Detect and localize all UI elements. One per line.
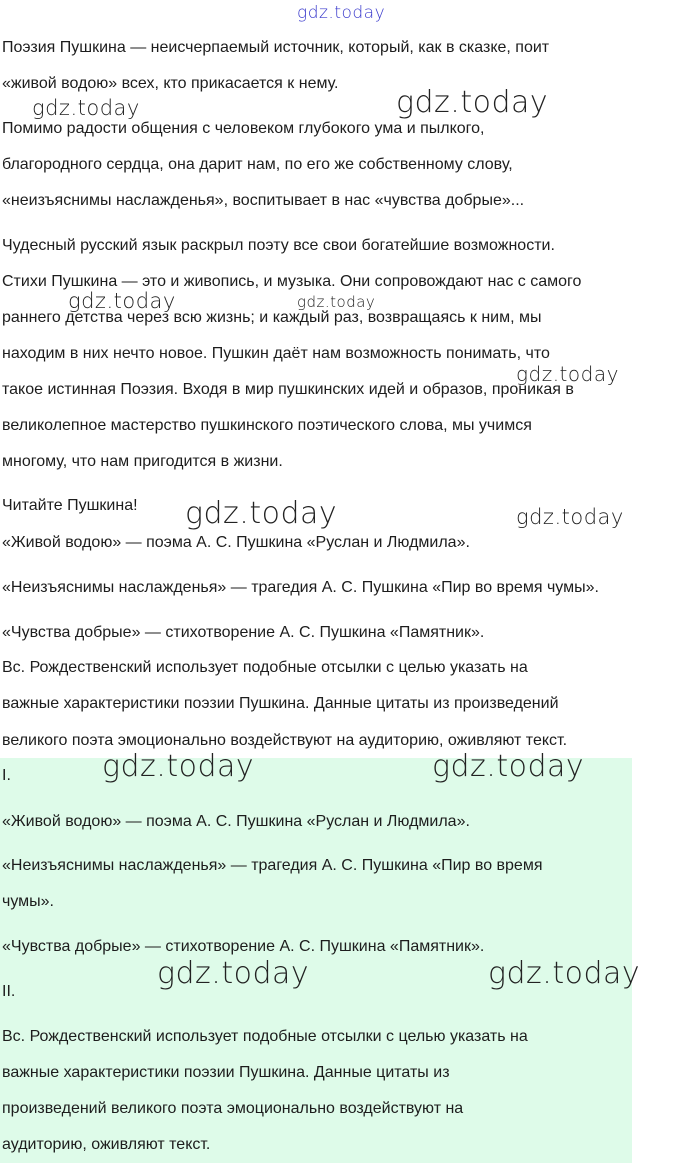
text-line: такое истинная Поэзия. Входя в мир пушкинских идей и образов, проникая в xyxy=(2,381,574,398)
answer-line: аудиторию, оживляют текст. xyxy=(2,1136,211,1153)
watermark: gdz.today xyxy=(102,749,255,784)
text-line: Помимо радости общения с человеком глубокого ума и пылкого, xyxy=(2,120,485,137)
watermark: gdz.today xyxy=(32,96,140,120)
text-line: Вс. Рождественский использует подобные отсылки с целью указать на xyxy=(2,659,528,676)
answer-line: Вс. Рождественский использует подобные отсылки с целью указать на xyxy=(2,1028,528,1045)
text-line: великого поэта эмоционально воздействуют на аудиторию, оживляют текст. xyxy=(2,732,568,749)
answer-line: «Неизъяснимы наслажденья» — трагедия А. С. Пушкина «Пир во время xyxy=(2,857,543,874)
answer-line: чумы». xyxy=(2,893,54,910)
text-line: Чудесный русский язык раскрыл поэту все свои богатейшие возможности. xyxy=(2,237,555,254)
text-line: «Чувства добрые» — стихотворение А. С. Пушкина «Памятник». xyxy=(2,624,485,641)
text-line: «живой водою» всех, кто прикасается к нему. xyxy=(2,75,339,92)
text-line: «Неизъяснимы наслажденья» — трагедия А. С. Пушкина «Пир во время чумы». xyxy=(2,579,599,596)
watermark: gdz.today xyxy=(297,3,386,23)
answer-line: важные характеристики поэзии Пушкина. Данные цитаты из xyxy=(2,1064,450,1081)
text-line: великолепное мастерство пушкинского поэтического слова, мы учимся xyxy=(2,417,532,434)
answer-line: произведений великого поэта эмоционально воздействуют на xyxy=(2,1100,464,1117)
watermark: gdz.today xyxy=(68,289,176,313)
text-line: раннего детства через всю жизнь; и каждый раз, возвращаясь к ним, мы xyxy=(2,309,542,326)
watermark: gdz.today xyxy=(516,362,619,386)
watermark: gdz.today xyxy=(297,293,376,311)
text-line: многому, что нам пригодится в жизни. xyxy=(2,453,283,470)
text-line: Стихи Пушкина — это и живопись, и музыка. Они сопровождают нас с самого xyxy=(2,273,582,290)
text-line: «Живой водою» — поэма А. С. Пушкина «Руслан и Людмила». xyxy=(2,534,470,551)
section-label: I. xyxy=(2,767,11,784)
text-line: находим в них нечто новое. Пушкин даёт нам возможность понимать, что xyxy=(2,345,550,362)
watermark: gdz.today xyxy=(157,956,310,991)
text-line: Поэзия Пушкина — неисчерпаемый источник, который, как в сказке, поит xyxy=(2,39,550,56)
watermark: gdz.today xyxy=(185,496,338,531)
watermark: gdz.today xyxy=(432,749,585,784)
text-line: благородного сердца, она дарит нам, по его же собственному слову, xyxy=(2,156,513,173)
watermark: gdz.today xyxy=(396,85,549,120)
answer-line: «Чувства добрые» — стихотворение А. С. Пушкина «Памятник». xyxy=(2,938,485,955)
answer-line: «Живой водою» — поэма А. С. Пушкина «Руслан и Людмила». xyxy=(2,813,470,830)
text-line: важные характеристики поэзии Пушкина. Данные цитаты из произведений xyxy=(2,695,559,712)
text-line: Читайте Пушкина! xyxy=(2,497,138,514)
text-line: «неизъяснимы наслажденья», воспитывает в нас «чувства добрые»... xyxy=(2,192,525,209)
section-label: II. xyxy=(2,983,16,1000)
watermark: gdz.today xyxy=(488,956,641,991)
watermark: gdz.today xyxy=(516,505,624,529)
